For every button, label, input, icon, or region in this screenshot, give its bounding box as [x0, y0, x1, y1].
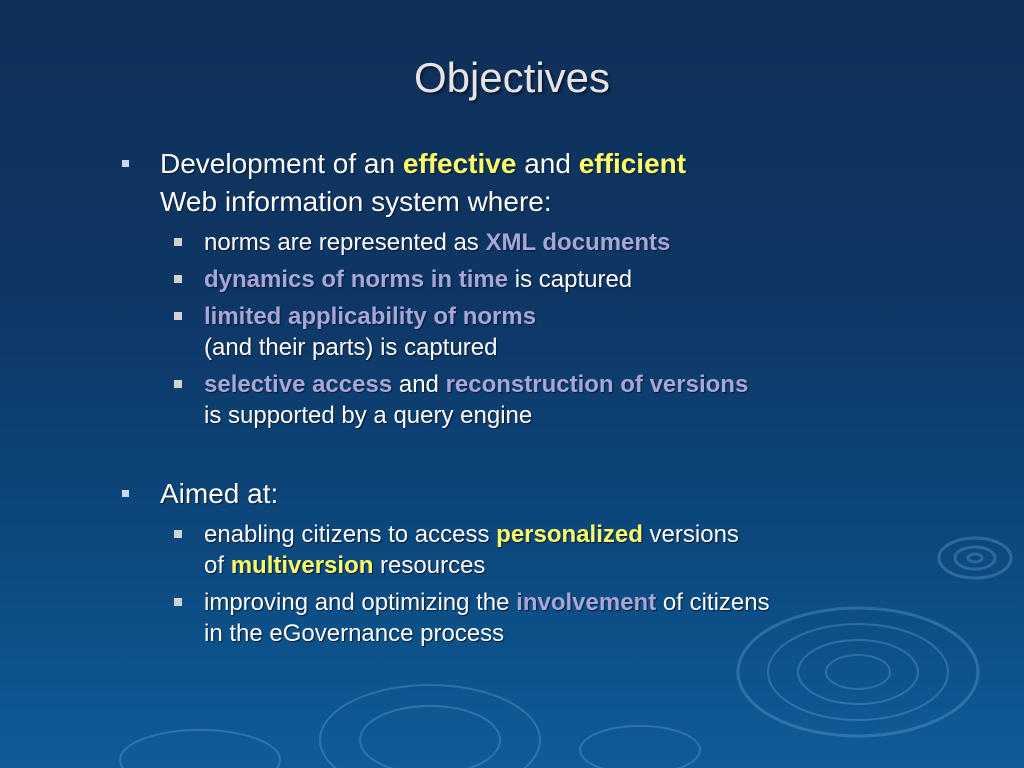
highlight-effective: effective: [402, 148, 517, 179]
text: in the eGovernance process: [204, 620, 505, 647]
square-bullet-icon: [122, 490, 129, 497]
highlight-dynamics: dynamics of norms in time: [204, 266, 509, 293]
text: and: [392, 371, 446, 398]
square-bullet-icon: [174, 312, 182, 320]
highlight-personalized: personalized: [496, 521, 643, 548]
square-bullet-icon: [174, 530, 182, 538]
sub-bullet-improving: [118, 587, 978, 649]
square-bullet-icon: [174, 238, 182, 246]
sub-bullet-selective-access: [118, 369, 978, 431]
square-bullet-icon: [174, 380, 182, 388]
highlight-reconstruction: reconstruction of versions: [445, 371, 749, 398]
text: versions: [642, 521, 739, 548]
sub-bullet-xml: [118, 227, 978, 258]
text: Web information system where:: [160, 186, 552, 217]
highlight-selective-access: selective access: [204, 371, 393, 398]
square-bullet-icon: [174, 275, 182, 283]
text: of citizens: [656, 589, 770, 616]
text: is supported by a query engine: [204, 402, 533, 429]
slide-title: Objectives: [413, 54, 611, 101]
highlight-involvement: involvement: [516, 589, 657, 616]
text: improving and optimizing the: [204, 589, 517, 616]
text: resources: [373, 552, 486, 579]
sub-bullet-dynamics: [118, 264, 978, 295]
highlight-applicability: limited applicability of norms: [204, 303, 537, 330]
highlight-xml-documents: XML documents: [485, 229, 671, 256]
sub-bullet-applicability: [118, 301, 978, 363]
text: norms are represented as: [204, 229, 486, 256]
highlight-multiversion: multiversion: [230, 552, 374, 579]
bullet-development: [118, 145, 978, 221]
bullet-aimed-at: [118, 475, 978, 513]
text: of: [204, 552, 231, 579]
square-bullet-icon: [122, 160, 129, 167]
highlight-efficient: efficient: [578, 148, 687, 179]
text: is captured: [508, 266, 633, 293]
text: (and their parts) is captured: [204, 334, 498, 361]
square-bullet-icon: [174, 598, 182, 606]
text: Aimed at:: [160, 478, 279, 509]
text: and: [516, 148, 579, 179]
sub-bullet-enabling: [118, 519, 978, 581]
slide-content: [118, 145, 978, 649]
text: enabling citizens to access: [204, 521, 497, 548]
text: Development of an: [160, 148, 403, 179]
